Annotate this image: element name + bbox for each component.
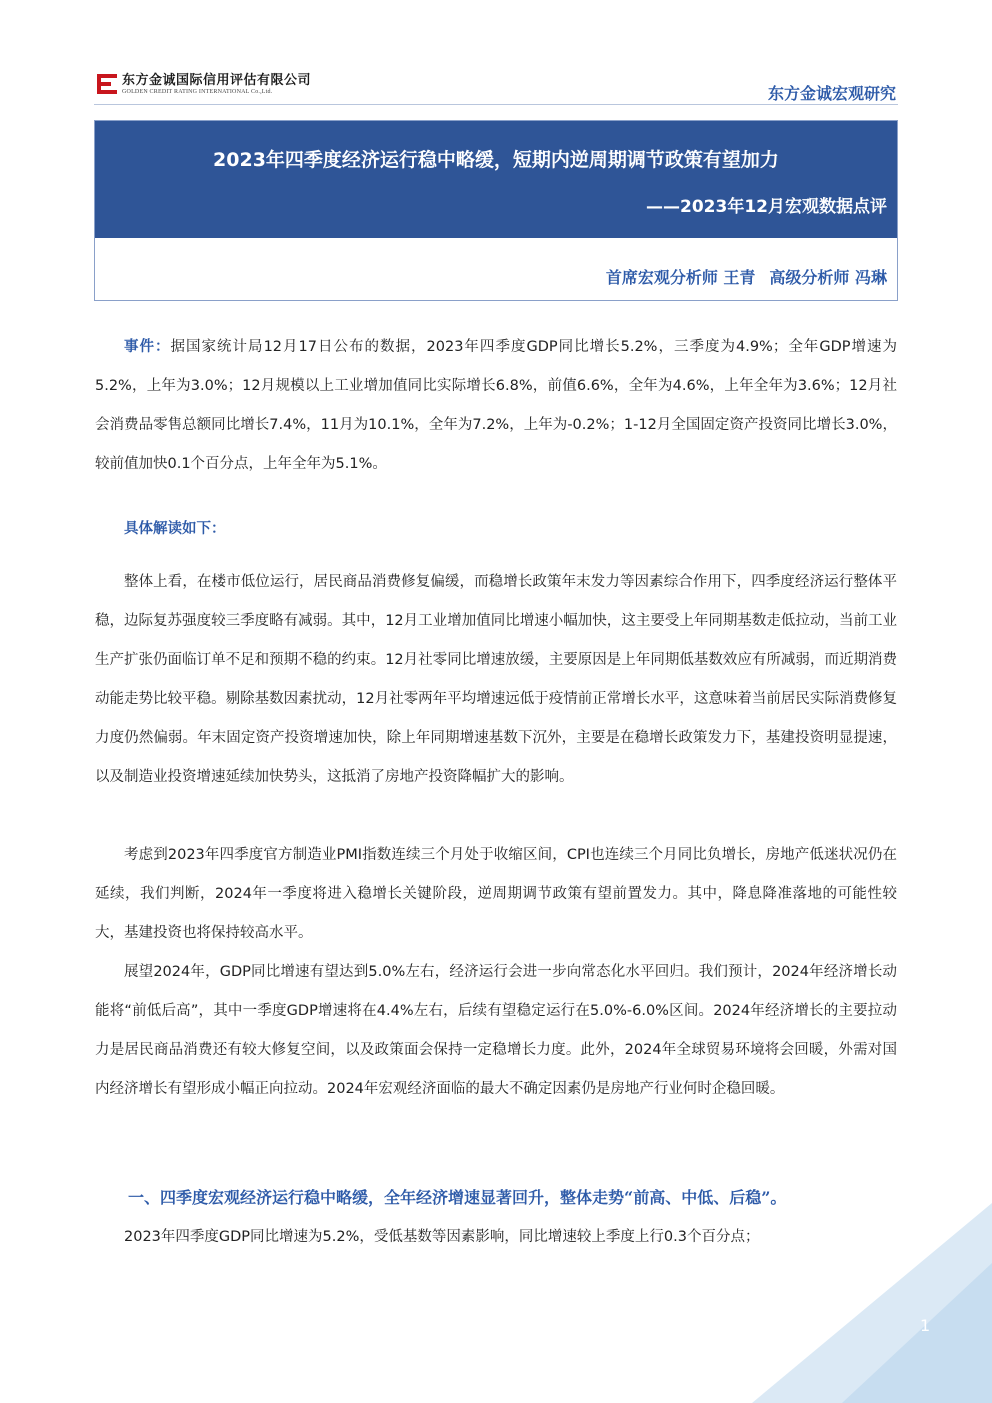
company-logo [97, 72, 311, 96]
report-subtitle: ——2023年12月宏观数据点评 [646, 197, 887, 217]
event-label: 事件： [124, 339, 171, 355]
title-box [94, 120, 898, 301]
report-series: 东方金诚宏观研究 [767, 84, 896, 103]
header-divider [94, 104, 898, 105]
authors-line [606, 265, 887, 288]
author-chief-analyst: 首席宏观分析师 王青 [605, 268, 756, 287]
interpretation-heading: 具体解读如下： [124, 521, 226, 537]
analysis-paragraph-2: 考虑到2023年四季度官方制造业PMI指数连续三个月处于收缩区间，CPI也连续三个月同比负增长，房地产低迷状况仍在延续，我们判断，2024年一季度将进入稳增长关键阶段，逆周期调节政策有望前置发力。其中，降息降准落地的可能性较大，基建投资也将保持较高水平。 [95, 847, 897, 941]
logo-chinese-name: 东方金诚国际信用评估有限公司 [122, 72, 312, 88]
analysis-paragraph-1: 整体上看，在楼市低位运行，居民商品消费修复偏缓，而稳增长政策年末发力等因素综合作用下，四季度经济运行整体平稳，边际复苏强度较三季度略有减弱。其中，12月工业增加值同比增速小幅加快，这主要受上年同期基数走低拉动，当前工业生产扩张仍面临订单不足和预期不稳的约束。12月社零同比增速放缓，主要原因是上年同期低基数效应有所减弱，而近期消费动能走势比较平稳。剔除基数因素扰动，12月社零两年平均增速远低于疫情前正常增长水平，这意味着当前居民实际消费修复力度仍然偏弱。年末固定资产投资增速加快，除上年同期增速基数下沉外，主要是在稳增长政策发力下，基建投资明显提速，以及制造业投资增速延续加快势头，这抵消了房地产投资降幅扩大的影响。 [95, 574, 897, 785]
outlook-paragraph: 展望2024年，GDP同比增速有望达到5.0%左右，经济运行会进一步向常态化水平回归。我们预计，2024年经济增长动能将“前低后高”，其中一季度GDP增速将在4.4%左右，后续有望稳定运行在5.0%-6.0%区间。2024年经济增长的主要拉动力是居民商品消费还有较大修复空间，以及政策面会保持一定稳增长力度。此外，2024年全球贸易环境将会回暖，外需对国内经济增长有望形成小幅正向拉动。2024年宏观经济面临的最大不确定因素仍是房地产行业何时企稳回暖。 [95, 964, 897, 1097]
event-paragraph [95, 328, 897, 484]
page-number: 1 [920, 1316, 931, 1335]
section-1-heading: 一、四季度宏观经济运行稳中略缓，全年经济增速显著回升，整体走势“前高、中低、后稳”。 [128, 1188, 787, 1207]
report-title: 2023年四季度经济运行稳中略缓，短期内逆周期调节政策有望加力 [213, 149, 779, 171]
logo-icon [97, 74, 117, 94]
section-1-paragraph: 2023年四季度GDP同比增速为5.2%，受低基数等因素影响，同比增速较上季度上行0.3个百分点； [124, 1229, 760, 1245]
title-band [95, 121, 897, 238]
author-senior-analyst: 高级分析师 冯琳 [769, 268, 887, 287]
decorative-corner-shape [752, 1203, 992, 1403]
event-text: 据国家统计局12月17日公布的数据，2023年四季度GDP同比增长5.2%，三季度为4.9%；全年GDP增速为5.2%，上年为3.0%；12月规模以上工业增加值同比实际增长6.8%，前值6.6%，全年为4.6%，上年全年为3.6%；12月社会消费品零售总额同比增长7.4%，11月为10.1%，全年为7.2%，上年为-0.2%；1-12月全国固定资产投资同比增长3.0%，较前值加快0.1个百分点，上年全年为5.1%。 [95, 339, 898, 472]
logo-english-name: GOLDEN CREDIT RATING INTERNATIONAL Co.,Ltd. [122, 88, 273, 95]
